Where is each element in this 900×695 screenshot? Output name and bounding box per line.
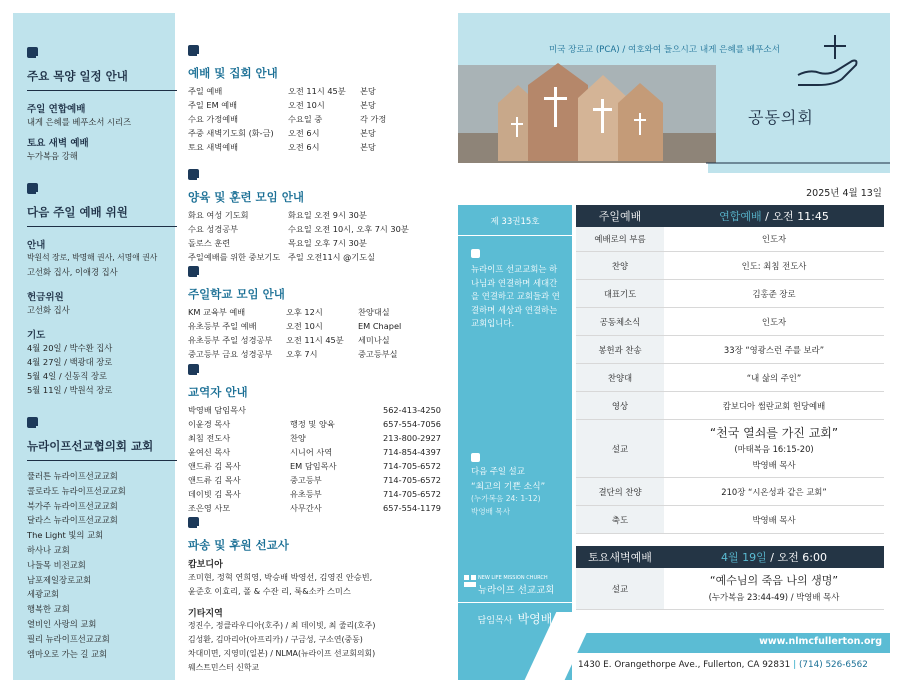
table-row: 앤드류 김 목사 EM 담임목사 714-705-6572 [188, 461, 441, 471]
phone-number[interactable]: (714) 526-6562 [799, 660, 868, 670]
square-bullet-icon [188, 517, 199, 528]
square-bullet-icon [188, 45, 199, 56]
section-title: 주요 목양 일정 안내 [27, 68, 177, 91]
table-row: 수요 성경공부 수요일 오전 10시, 오후 7시 30분 [188, 224, 409, 234]
sermon-preacher: 박영배 목사 [752, 459, 796, 470]
item-text: 4월 27일 / 백광대 장로 [27, 357, 113, 367]
table-row: 화요 여성 기도회 화요일 오전 9시 30분 [188, 210, 367, 220]
square-bullet-icon [27, 47, 38, 58]
list-item: 풀러튼 뉴라이프선교교회 [27, 471, 118, 481]
list-item: 엠마오로 가는 길 교회 [27, 648, 108, 659]
section-title: 주일학교 모임 안내 [188, 287, 285, 301]
mission-line: 차대미면, 지영미(일본) / NLMA(뉴라이프 선교회의회) [188, 649, 376, 658]
divider [458, 235, 572, 236]
square-bullet-icon [27, 417, 38, 428]
missions-section [188, 513, 443, 675]
section-title: 뉴라이프선교협의회 교회 [27, 438, 177, 461]
table-row: 대표기도 김홍준 장로 [576, 280, 884, 308]
sermon-title: “천국 열쇠를 가진 교회” [709, 425, 839, 440]
square-bullet-icon [471, 453, 480, 462]
sermon-row: 설교 “천국 열쇠를 가진 교회” (마태복음 16:15-20) 박영배 목사 [576, 420, 884, 478]
bulletin-date: 2025년 4월 13일 [806, 188, 882, 199]
table-row: 예배로의 부름 인도자 [576, 227, 884, 252]
section-title: 예배 및 집회 안내 [188, 66, 278, 80]
mission-line: 조미현, 정혁 연희영, 박승배 박영선, 김영진 안승빈, [188, 572, 373, 582]
mission-statement: 뉴라이프 선교교회는 하나님과 연결하며 세대간을 연결하고 교회들과 연결하며 세상과 연결하는 교회입니다. [471, 264, 560, 328]
church-list [27, 469, 177, 661]
table-row: 유초등부 주일 성경공부 오전 11시 45분 세미나실 [188, 335, 390, 345]
table-row: 조은영 사모 사무간사 657-554-1179 [188, 503, 441, 513]
mission-line: 정진수, 정클라우디아(호주) / 최 데이빗, 최 줄리(호주) [188, 621, 376, 630]
item-text: 5월 11일 / 박원석 장로 [27, 385, 113, 395]
list-item: 남포제일장로교회 [27, 574, 92, 585]
table-row: 찬양대 “내 삶의 주인” [576, 364, 884, 392]
table-row: 최침 전도사 찬양 213-800-2927 [188, 433, 441, 443]
church-photo [458, 63, 716, 163]
table-row: 공동체소식 인도자 [576, 308, 884, 336]
cover-side-panel [458, 205, 572, 680]
item-head: 기도 [27, 330, 46, 341]
list-item: The Light 빛의 교회 [27, 530, 104, 541]
table-row: 토요 새벽예배 오전 6시 본당 [188, 142, 376, 152]
next-sermon-label: 다음 주일 설교 [471, 466, 525, 476]
list-item: 달라스 뉴라이프선교교회 [27, 515, 118, 526]
table-row: 축도 박영배 목사 [576, 506, 884, 534]
item-text: 내게 은혜를 베푸소서 시리즈 [27, 117, 132, 127]
square-bullet-icon [188, 266, 199, 277]
table-row: KM 교육부 예배 오후 12시 찬양대실 [188, 307, 390, 317]
order-of-service [576, 205, 884, 610]
table-row: 영상 캄보디아 썸란교회 헌당예배 [576, 392, 884, 420]
table-row: 박영배 담임목사 562-413-4250 [188, 405, 441, 415]
next-sermon-ref: (누가복음 24: 1-12) [471, 494, 541, 503]
item-text: 박원석 장로, 박명해 권사, 서명애 권사 [27, 253, 158, 262]
training-section [188, 165, 443, 264]
list-item: 열비인 사랑의 교회 [27, 618, 97, 629]
square-bullet-icon [471, 249, 480, 258]
left-panel [13, 13, 175, 680]
divider [458, 602, 572, 603]
square-bullet-icon [188, 169, 199, 180]
table-row: 주일예배를 위한 중보기도 주일 오전11시 @기도실 [188, 252, 376, 262]
issue-number: 제 33권15호 [490, 217, 540, 227]
table-row: 앤드류 김 목사 중고등부 714-705-6572 [188, 475, 441, 485]
list-item: 행복한 교회 [27, 604, 70, 615]
mission-region: 기타지역 [188, 609, 223, 619]
cover-graphic [458, 13, 890, 203]
table-row: 이윤경 목사 행정 및 양육 657-554-7056 [188, 419, 441, 429]
sermon-ref: (마태복음 16:15-20) [734, 443, 814, 454]
list-item: 나들목 비전교회 [27, 559, 86, 570]
worship-schedule-section [27, 43, 177, 163]
cover-header [458, 13, 890, 203]
sermon-title: “예수님의 죽음 나의 생명” [709, 573, 839, 587]
list-item: 북가주 뉴라이프선교교회 [27, 500, 118, 511]
denomination-line: 미국 장로교 (PCA) / 여호와여 들으시고 내게 은혜를 베푸소서 [548, 45, 780, 55]
item-head: 헌금위원 [27, 292, 64, 303]
section-title: 파송 및 후원 선교사 [188, 538, 289, 552]
table-row: 찬양 인도: 최침 전도사 [576, 252, 884, 280]
table-row: 윤여신 목사 시니어 사역 714-854-4397 [188, 447, 441, 457]
sermon-row: 설교 “예수님의 죽음 나의 생명” (누가복음 23:44-49) / 박영배 목사 [576, 568, 884, 610]
sunday-service-header: 주일예배 연합예배 / 오전 11:45 [576, 205, 884, 227]
table-row: 데이빗 김 목사 유초등부 714-705-6572 [188, 489, 441, 499]
church-logo-icon [464, 575, 476, 589]
list-item: 하사나 교회 [27, 544, 70, 555]
table-row: 주중 새벽기도회 (화-금) 오전 6시 본당 [188, 128, 376, 138]
item-text: 고선화 집사 [27, 305, 70, 315]
table-row: 주일 EM 예배 오전 10시 본당 [188, 100, 376, 110]
senior-pastor: 담임목사 박영배 [477, 612, 553, 626]
list-item: 콜로라도 뉴라이프선교교회 [27, 485, 126, 496]
sermon-sub: (누가복음 23:44-49) / 박영배 목사 [708, 591, 840, 602]
website-link[interactable]: www.nlmcfullerton.org [759, 636, 882, 647]
table-row: 주일 예배 오전 11시 45분 본당 [188, 86, 376, 96]
item-head: 주일 연합예배 [27, 104, 86, 115]
table-row: 봉헌과 찬송 33장 “영광스런 주를 보라” [576, 336, 884, 364]
churches-section [27, 413, 177, 661]
list-item: 세광교회 [27, 589, 60, 600]
item-text: 고선화 집사, 이애경 집사 [27, 267, 118, 277]
section-title: 양육 및 훈련 모임 안내 [188, 190, 304, 204]
item-text: 누가복음 강해 [27, 151, 78, 161]
square-bullet-icon [188, 364, 199, 375]
table-row: 유초등부 주일 예배 오전 10시 EM Chapel [188, 321, 402, 331]
list-item: 필리 뉴라이프선교교회 [27, 633, 110, 644]
table-row: 돌로스 훈련 목요일 오후 7시 30분 [188, 238, 367, 248]
square-bullet-icon [27, 183, 38, 194]
mission-line: 웨스트민스터 신학교 [188, 663, 260, 672]
item-head: 안내 [27, 240, 46, 251]
saturday-service-header: 토요새벽예배 4월 19일 / 오전 6:00 [576, 546, 884, 568]
address-line: 1430 E. Orangethorpe Ave., Fullerton, CA 92831 | (714) 526-6562 [578, 660, 868, 670]
logo-korean: 뉴라이프 선교교회 [478, 585, 555, 596]
section-title: 교역자 안내 [188, 385, 248, 399]
committee-section [27, 179, 177, 397]
item-text: 4월 20일 / 박수환 집사 [27, 343, 113, 353]
table-row: 중고등부 금요 성경공부 오후 7시 중고등부실 [188, 349, 398, 359]
item-head: 토요 새벽 예배 [27, 138, 89, 149]
cover-title: 공동의회 [748, 108, 814, 127]
next-sermon-title: “최고의 기쁜 소식” [471, 482, 546, 492]
mission-region: 캄보디아 [188, 560, 223, 570]
table-row: 수요 가정예배 수요일 중 각 가정 [188, 114, 387, 124]
staff-section [188, 360, 443, 515]
table-row: 결단의 찬양 210장 “시온성과 같은 교회” [576, 478, 884, 506]
info-panel [188, 13, 443, 680]
sunday-school-section [188, 262, 443, 361]
logo-english: NEW LIFE MISSION CHURCH [478, 575, 548, 581]
mission-line: 김성환, 김마리아(아프리카) / 구금성, 구소연(중동) [188, 635, 363, 644]
item-text: 5월 4일 / 신동직 장로 [27, 371, 108, 381]
next-sermon-preacher: 박영배 목사 [471, 507, 511, 516]
worship-info-section [188, 41, 443, 154]
section-title: 다음 주일 예배 위원 [27, 204, 177, 227]
mission-line: 윤준호 이효리, 폴 & 수잔 리, 룩&소카 스미스 [188, 586, 351, 596]
